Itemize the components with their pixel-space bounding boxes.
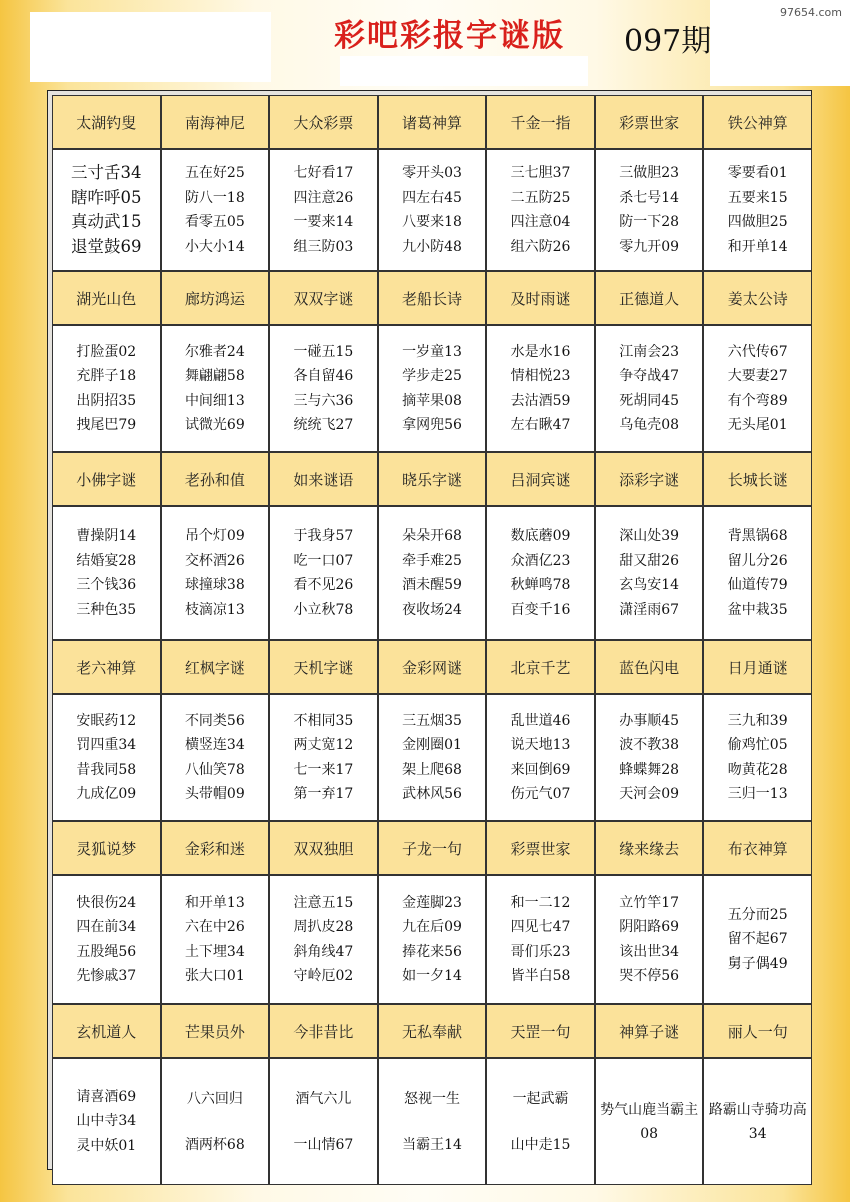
riddle-line: 球撞球38 <box>184 577 245 593</box>
riddle-line: 波不教38 <box>619 737 680 753</box>
riddle-cell <box>596 695 703 820</box>
riddle-line: 交杯酒26 <box>184 552 245 569</box>
riddle-line: 中间细13 <box>184 392 245 409</box>
column-header: 玄机道人 <box>53 1005 160 1057</box>
riddle-line: 第一弃17 <box>293 786 354 802</box>
riddle-cell <box>487 507 594 639</box>
riddle-line: 捧花来56 <box>402 943 462 960</box>
riddle-line: 小大小14 <box>184 238 245 255</box>
riddle-line: 皆半白58 <box>510 968 571 984</box>
riddle-line: 留不起67 <box>727 931 788 948</box>
riddle-line: 有个弯89 <box>727 392 788 409</box>
riddle-line: 立竹竿17 <box>619 894 680 911</box>
riddle-cell <box>162 150 269 270</box>
riddle-cell <box>53 326 160 451</box>
riddle-line: 四注意04 <box>510 214 571 230</box>
riddle-line: 一起武霸 <box>512 1090 569 1107</box>
riddle-line: 深山处39 <box>619 528 680 544</box>
riddle-cell <box>704 1059 811 1184</box>
riddle-line: 武林风56 <box>402 786 462 802</box>
riddle-cell <box>487 326 594 451</box>
riddle-line: 伤元气07 <box>510 786 571 802</box>
column-header: 吕洞宾谜 <box>487 453 594 505</box>
riddle-line: 江南会23 <box>619 343 680 360</box>
riddle-line: 潇淫雨67 <box>619 601 680 618</box>
riddle-line: 左右瞅47 <box>510 417 571 433</box>
column-header: 老孙和值 <box>162 453 269 505</box>
riddle-line: 枝滴凉13 <box>184 601 245 618</box>
riddle-cell <box>379 150 486 270</box>
riddle-line: 甜又甜26 <box>619 552 680 569</box>
column-header: 大众彩票 <box>270 96 377 148</box>
riddle-cell <box>704 695 811 820</box>
riddle-line: 天河会09 <box>619 786 680 802</box>
riddle-line: 防八一18 <box>184 189 245 206</box>
riddle-line: 不同类56 <box>184 712 245 729</box>
riddle-line: 先惨戚37 <box>76 968 137 984</box>
column-header: 北京千艺 <box>487 641 594 693</box>
riddle-cell <box>270 150 377 270</box>
riddle-line: 玄鸟安14 <box>619 577 680 593</box>
riddle-cell <box>53 150 160 270</box>
riddle-line: 各自留46 <box>293 368 354 384</box>
riddle-line: 五股绳56 <box>76 943 137 960</box>
riddle-line: 背黑锅68 <box>727 528 788 544</box>
riddle-line: 罚四重34 <box>76 737 137 753</box>
riddle-line: 架上爬68 <box>402 761 462 778</box>
riddle-line: 仙道传79 <box>727 577 788 593</box>
riddle-line: 朵朵开68 <box>402 528 462 544</box>
site-watermark: 97654.com <box>780 6 842 19</box>
riddle-line: 蜂蝶舞28 <box>619 761 680 778</box>
riddle-line: 昔我同58 <box>76 761 137 778</box>
riddle-cell <box>270 507 377 639</box>
riddle-line: 五在好25 <box>184 165 245 181</box>
riddle-cell <box>53 507 160 639</box>
column-header: 湖光山色 <box>53 272 160 324</box>
column-header: 姜太公诗 <box>704 272 811 324</box>
riddle-line: 八六回归 <box>186 1090 243 1107</box>
riddle-line: 真动武15 <box>71 212 142 231</box>
riddle-line: 张大口01 <box>184 968 245 984</box>
column-header: 芒果员外 <box>162 1005 269 1057</box>
column-header: 双双字谜 <box>270 272 377 324</box>
riddle-line: 盆中栽35 <box>727 601 788 618</box>
riddle-line: 六在中26 <box>184 919 245 935</box>
riddle-line: 九成亿09 <box>76 786 137 802</box>
riddle-line: 酒气六儿 <box>295 1090 352 1107</box>
riddle-line: 杀七号14 <box>619 189 680 206</box>
riddle-line: 尔雅者24 <box>184 343 245 360</box>
riddle-cell <box>270 1059 377 1184</box>
riddle-line: 四做胆25 <box>727 214 788 230</box>
riddle-line: 争夺战47 <box>619 368 680 384</box>
issue-number: 097期 <box>624 24 712 59</box>
riddle-line: 当霸王14 <box>402 1136 462 1153</box>
riddle-line: 情相悦23 <box>510 368 571 384</box>
column-header: 灵狐说梦 <box>53 822 160 874</box>
riddle-cell <box>487 695 594 820</box>
riddle-line: 三做胆23 <box>619 165 680 181</box>
riddle-line: 和开单13 <box>184 894 245 911</box>
riddle-line: 试微光69 <box>184 417 245 433</box>
riddle-line: 金莲脚23 <box>402 894 462 911</box>
riddle-line: 哭不停56 <box>619 968 680 984</box>
riddle-line: 二五防25 <box>510 189 571 206</box>
riddle-line: 酒两杯68 <box>184 1136 245 1153</box>
riddle-line: 拿网兜56 <box>402 417 462 433</box>
watermark-cover-middle <box>340 56 588 86</box>
riddle-line: 打脸蛋02 <box>76 343 137 360</box>
riddle-line: 一要来14 <box>293 214 354 230</box>
riddle-line: 守岭厄02 <box>293 968 354 984</box>
column-header: 蓝色闪电 <box>596 641 703 693</box>
riddle-cell <box>596 326 703 451</box>
riddle-line: 吃一口07 <box>293 552 354 569</box>
riddle-line: 横竖连34 <box>184 737 245 753</box>
riddle-line: 三与六36 <box>293 392 354 409</box>
riddle-line: 金刚圈01 <box>402 737 462 753</box>
column-header: 天机字谜 <box>270 641 377 693</box>
column-header: 金彩网谜 <box>379 641 486 693</box>
riddle-cell <box>270 876 377 1003</box>
riddle-line: 和一二12 <box>510 894 571 911</box>
riddle-line: 看不见26 <box>293 577 354 593</box>
riddle-line: 三归一13 <box>727 786 788 802</box>
riddle-line: 九小防48 <box>402 238 462 255</box>
riddle-line: 学步走25 <box>402 368 462 384</box>
riddle-cell <box>596 150 703 270</box>
watermark-cover-left <box>30 12 271 82</box>
riddle-line: 土下埋34 <box>184 943 245 960</box>
riddle-cell <box>379 326 486 451</box>
riddle-line: 七好看17 <box>293 165 354 181</box>
riddle-line: 吻黄花28 <box>727 761 788 778</box>
riddle-line: 一山情67 <box>293 1136 354 1153</box>
riddle-line: 注意五15 <box>293 894 354 911</box>
riddle-line: 哥们乐23 <box>510 943 571 960</box>
column-header: 添彩字谜 <box>596 453 703 505</box>
riddle-line: 办事顺45 <box>619 712 680 729</box>
riddle-line: 组三防03 <box>293 238 354 255</box>
riddle-line: 说天地13 <box>510 737 571 753</box>
column-header: 布衣神算 <box>704 822 811 874</box>
riddle-line: 如一夕14 <box>402 968 462 984</box>
riddle-line: 三七胆37 <box>510 165 571 181</box>
column-header: 缘来缘去 <box>596 822 703 874</box>
column-header: 今非昔比 <box>270 1005 377 1057</box>
riddle-line: 头带帽09 <box>184 786 245 802</box>
column-header: 金彩和迷 <box>162 822 269 874</box>
riddle-cell <box>162 326 269 451</box>
riddle-line: 牵手难25 <box>402 552 462 569</box>
column-header: 长城长谜 <box>704 453 811 505</box>
riddle-line: 阴阳路69 <box>619 919 680 935</box>
riddle-line: 五分而25 <box>727 906 788 923</box>
riddle-line: 水是水16 <box>510 343 571 360</box>
column-header: 日月通谜 <box>704 641 811 693</box>
riddle-line: 来回倒69 <box>510 761 571 778</box>
riddle-line: 零九开09 <box>619 238 680 255</box>
column-header: 晓乐字谜 <box>379 453 486 505</box>
riddle-line: 去沽酒59 <box>510 392 571 409</box>
riddle-line: 百变千16 <box>510 601 571 618</box>
riddle-line: 周扒皮28 <box>293 919 354 935</box>
riddle-line: 灵中妖01 <box>76 1137 137 1154</box>
riddle-line: 夜收场24 <box>402 601 462 618</box>
column-header: 如来谜语 <box>270 453 377 505</box>
riddle-line: 四注意26 <box>293 189 354 206</box>
riddle-cell <box>596 1059 703 1184</box>
riddle-line: 无头尾01 <box>727 417 788 433</box>
riddle-line: 出阴招35 <box>76 392 137 409</box>
column-header: 千金一指 <box>487 96 594 148</box>
riddle-line: 退堂鼓69 <box>71 236 142 256</box>
riddle-line: 偷鸡忙05 <box>727 737 788 753</box>
riddle-cell <box>379 1059 486 1184</box>
riddle-cell <box>379 695 486 820</box>
riddle-line: 看零五05 <box>184 214 245 230</box>
riddle-line: 请喜酒69 <box>76 1088 137 1105</box>
riddle-cell <box>162 507 269 639</box>
column-header: 双双独胆 <box>270 822 377 874</box>
riddle-cell <box>53 695 160 820</box>
riddle-line: 五要来15 <box>727 189 788 206</box>
riddle-cell <box>162 1059 269 1184</box>
riddle-line: 怒视一生 <box>403 1090 460 1107</box>
riddle-table <box>52 95 812 1185</box>
riddle-line: 充胖子18 <box>76 368 137 384</box>
column-header: 彩票世家 <box>596 96 703 148</box>
column-header: 天罡一句 <box>487 1005 594 1057</box>
column-header: 及时雨谜 <box>487 272 594 324</box>
riddle-cell <box>162 876 269 1003</box>
column-header: 太湖钓叟 <box>53 96 160 148</box>
riddle-cell <box>487 1059 594 1184</box>
column-header: 铁公神算 <box>704 96 811 148</box>
column-header: 子龙一句 <box>379 822 486 874</box>
column-header: 老船长诗 <box>379 272 486 324</box>
riddle-cell <box>704 150 811 270</box>
riddle-line: 山中寺34 <box>76 1113 137 1130</box>
riddle-line: 路霸山寺骑功高34 <box>708 1101 807 1142</box>
riddle-line: 势气山鹿当霸主08 <box>600 1101 699 1142</box>
riddle-line: 众酒亿23 <box>510 552 571 569</box>
riddle-line: 防一下28 <box>619 214 680 230</box>
riddle-line: 组六防26 <box>510 238 571 255</box>
riddle-line: 四左右45 <box>402 189 462 206</box>
riddle-line: 零要看01 <box>727 165 788 181</box>
riddle-line: 统统飞27 <box>293 417 354 433</box>
riddle-line: 快很伤24 <box>76 894 137 911</box>
riddle-line: 乱世道46 <box>510 712 571 729</box>
riddle-line: 安眠药12 <box>76 712 137 729</box>
riddle-cell <box>162 695 269 820</box>
riddle-line: 零开头03 <box>402 165 462 181</box>
riddle-line: 一岁童13 <box>402 343 462 360</box>
riddle-line: 四见七47 <box>510 919 571 935</box>
riddle-cell <box>53 1059 160 1184</box>
riddle-line: 三寸舌34 <box>71 163 142 182</box>
column-header: 彩票世家 <box>487 822 594 874</box>
riddle-line: 斜角线47 <box>293 943 354 960</box>
riddle-line: 山中走15 <box>510 1136 571 1153</box>
riddle-cell <box>53 876 160 1003</box>
riddle-line: 三种色35 <box>76 601 137 618</box>
riddle-line: 摘苹果08 <box>402 392 462 409</box>
riddle-cell <box>596 876 703 1003</box>
column-header: 神算子谜 <box>596 1005 703 1057</box>
riddle-line: 三五烟35 <box>402 712 462 729</box>
riddle-cell <box>596 507 703 639</box>
riddle-cell <box>704 326 811 451</box>
column-header: 无私奉献 <box>379 1005 486 1057</box>
riddle-line: 三个钱36 <box>76 577 137 593</box>
riddle-line: 吊个灯09 <box>184 528 245 544</box>
riddle-line: 八要来18 <box>402 214 462 230</box>
column-header: 南海神尼 <box>162 96 269 148</box>
riddle-line: 拽尾巴79 <box>76 417 137 433</box>
column-header: 小佛字谜 <box>53 453 160 505</box>
riddle-line: 九在后09 <box>402 919 462 935</box>
riddle-line: 三九和39 <box>727 712 788 729</box>
column-header: 正德道人 <box>596 272 703 324</box>
riddle-line: 不相同35 <box>293 712 354 729</box>
riddle-cell <box>270 326 377 451</box>
riddle-line: 乌龟壳08 <box>619 417 680 433</box>
riddle-line: 结婚宴28 <box>76 552 137 569</box>
riddle-line: 舅子偶49 <box>727 955 788 972</box>
riddle-line: 小立秋78 <box>293 601 354 618</box>
riddle-line: 舞翩翩58 <box>184 368 245 384</box>
riddle-line: 四在前34 <box>76 919 137 935</box>
riddle-line: 瞎咋呼05 <box>71 187 142 207</box>
page-title: 彩吧彩报字谜版 <box>334 18 565 54</box>
riddle-line: 和开单14 <box>727 238 788 255</box>
riddle-line: 两丈宽12 <box>293 737 354 753</box>
riddle-line: 六代传67 <box>727 343 788 360</box>
riddle-line: 大要妻27 <box>727 368 788 384</box>
riddle-line: 酒未醒59 <box>402 577 462 593</box>
riddle-line: 数底蘑09 <box>510 528 571 544</box>
column-header: 诸葛神算 <box>379 96 486 148</box>
riddle-line: 八仙笑78 <box>184 761 245 778</box>
column-header: 廊坊鸿运 <box>162 272 269 324</box>
riddle-cell <box>379 876 486 1003</box>
riddle-line: 七一来17 <box>293 761 354 778</box>
riddle-cell <box>704 876 811 1003</box>
riddle-line: 死胡同45 <box>619 392 680 409</box>
column-header: 红枫字谜 <box>162 641 269 693</box>
riddle-cell <box>704 507 811 639</box>
riddle-cell <box>487 150 594 270</box>
riddle-cell <box>379 507 486 639</box>
riddle-line: 曹操阴14 <box>76 528 137 544</box>
column-header: 老六神算 <box>53 641 160 693</box>
column-header: 丽人一句 <box>704 1005 811 1057</box>
riddle-line: 留儿分26 <box>727 552 788 569</box>
riddle-cell <box>487 876 594 1003</box>
riddle-line: 一碰五15 <box>293 343 354 360</box>
riddle-line: 于我身57 <box>293 528 354 544</box>
riddle-line: 秋蝉鸣78 <box>510 577 571 593</box>
riddle-cell <box>270 695 377 820</box>
riddle-line: 该出世34 <box>619 943 680 960</box>
